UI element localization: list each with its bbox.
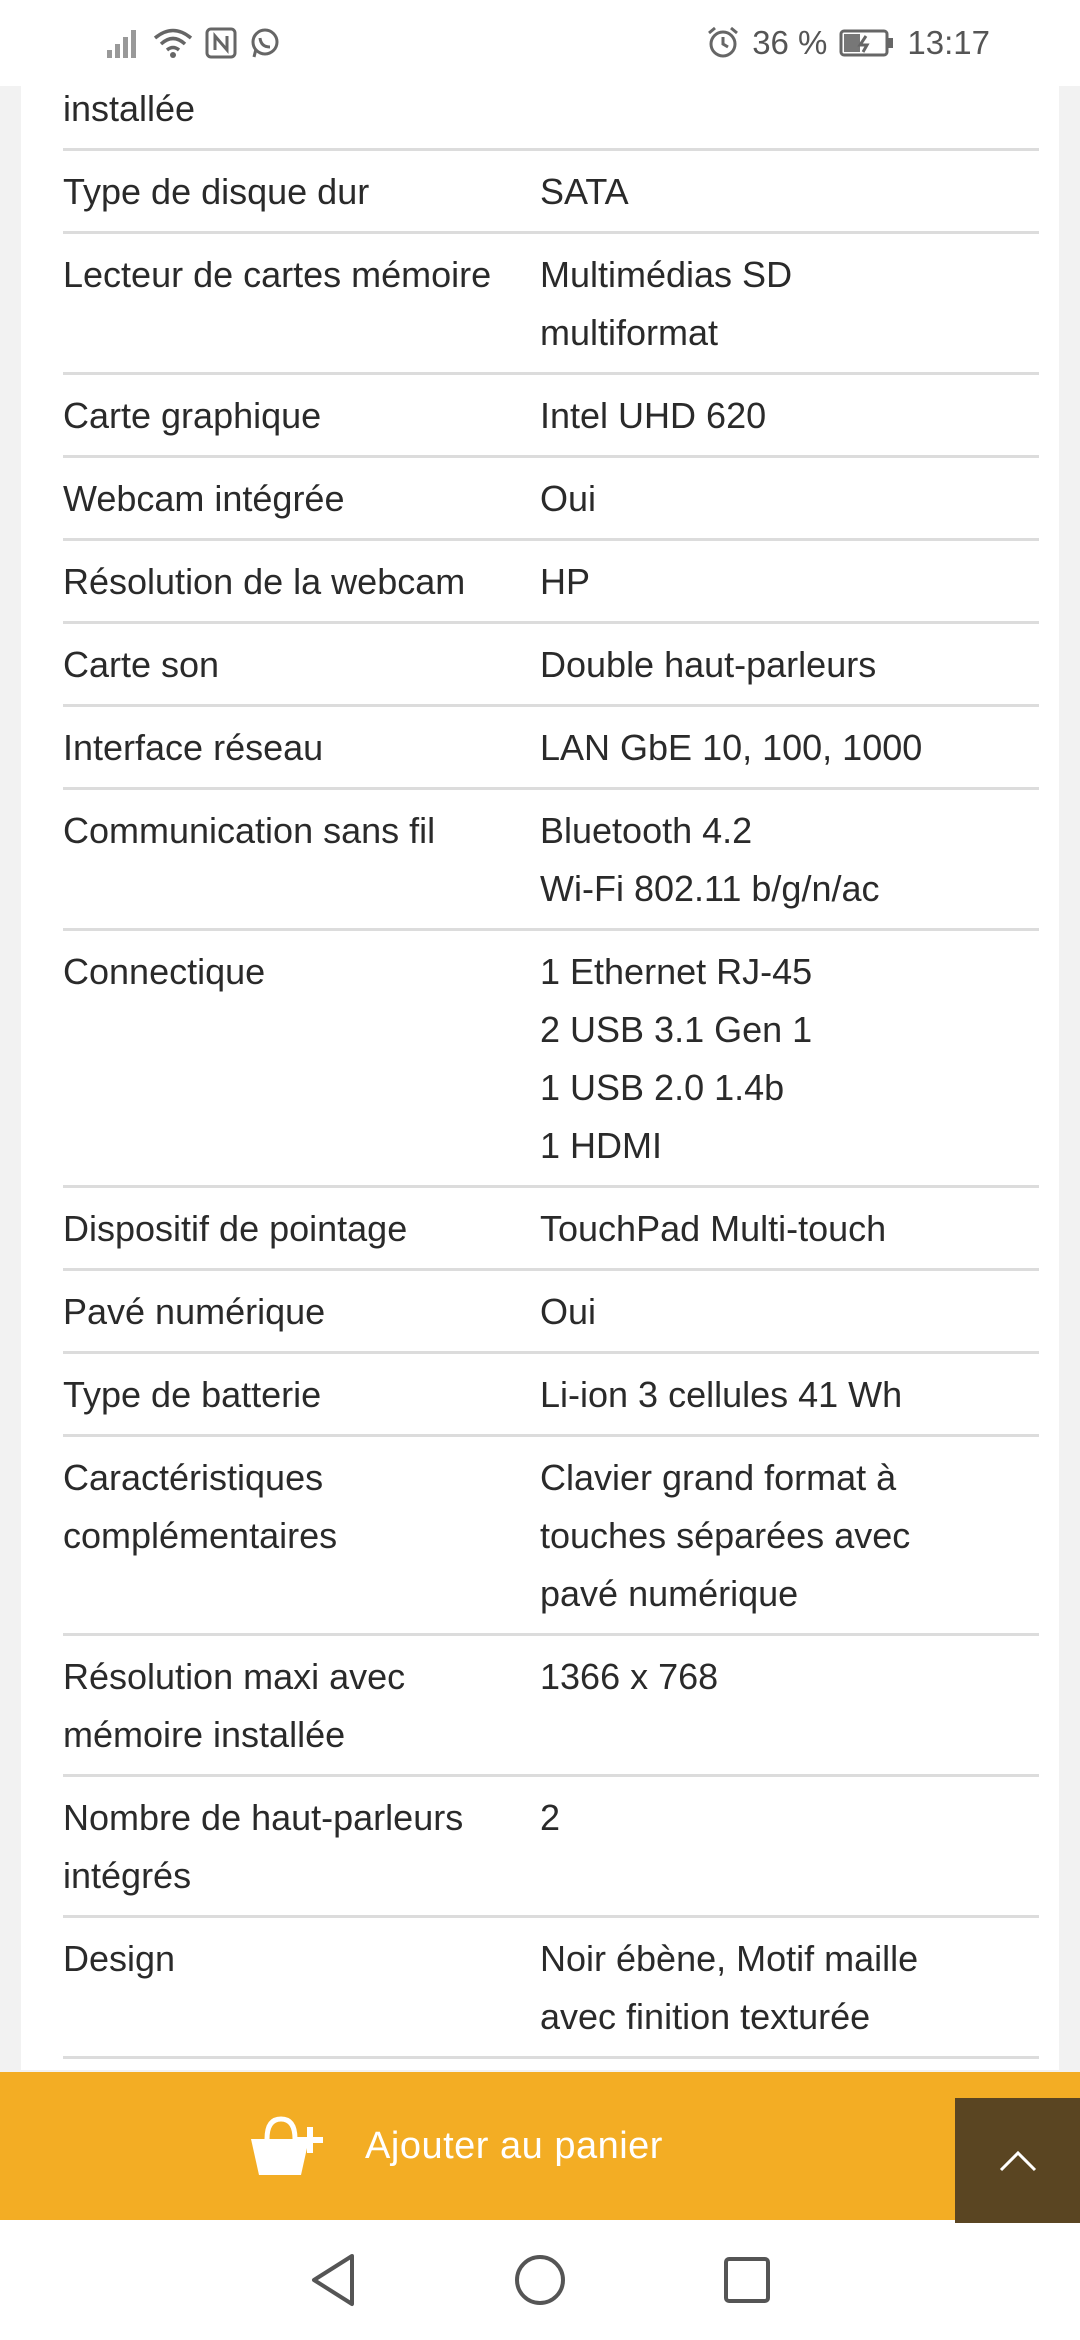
spec-value-text: Clavier grand format à touches séparées avec pavé numérique [540,1457,911,1614]
spec-label-text: Type de batterie [63,1374,322,1415]
spec-label [63,623,540,706]
nfc-icon [205,27,237,59]
spec-value-text: LAN GbE 10, 100, 1000 [540,727,923,768]
spec-row [63,706,1039,789]
clock: 13:17 [907,24,990,61]
specs-table-body [63,52,1039,2058]
spec-label-text: Communication sans fil [63,810,436,851]
spec-value-text: HP [540,561,591,602]
spec-label [63,789,540,930]
spec-row [63,1187,1039,1270]
spec-label-text: installée [63,88,196,129]
spec-label [63,1917,540,2058]
spec-row [63,623,1039,706]
recents-square-icon [722,2255,772,2305]
spec-value-text: Noir ébène, Motif maille avec finition texturée [540,1938,919,2037]
battery-percent: 36 % [752,24,828,61]
spec-row [63,1776,1039,1917]
spec-value [540,1635,1039,1776]
spec-row [63,1436,1039,1635]
recents-button[interactable] [707,2240,787,2320]
chevron-up-icon [998,2149,1038,2173]
spec-row [63,233,1039,374]
battery-charging-icon [839,28,895,58]
system-nav-bar [0,2220,1080,2340]
spec-value [540,457,1039,540]
spec-value-text: 2 [540,1797,561,1838]
spec-row [63,1635,1039,1776]
spec-label [63,457,540,540]
back-button[interactable] [293,2240,373,2320]
spec-row [63,1270,1039,1353]
spec-value-text: Oui [540,1291,597,1332]
spec-row [63,150,1039,233]
spec-label [63,1270,540,1353]
spec-value-text: Intel UHD 620 [540,395,767,436]
spec-label [63,1776,540,1917]
spec-row [63,457,1039,540]
spec-value-text: 1 Ethernet RJ-45 2 USB 3.1 Gen 1 1 USB 2.0 1.4b 1 HDMI [540,951,813,1166]
spec-value [540,1187,1039,1270]
spec-value [540,1436,1039,1635]
spec-label [63,1635,540,1776]
alarm-icon [706,26,740,60]
spec-label [63,150,540,233]
spec-label [63,930,540,1187]
spec-value [540,1353,1039,1436]
spec-value [540,1917,1039,2058]
spec-label [63,233,540,374]
spec-label-text: Résolution de la webcam [63,561,466,602]
spec-row [63,930,1039,1187]
spec-value-text: Li-ion 3 cellules 41 Wh [540,1374,903,1415]
home-circle-icon [512,2252,568,2308]
back-triangle-icon [308,2252,358,2308]
signal-icon [105,28,141,58]
spec-value [540,1270,1039,1353]
spec-value-text: 1366 x 768 [540,1656,719,1697]
spec-label-text: Résolution maxi avec mémoire installée [63,1656,406,1755]
spec-row [63,374,1039,457]
spec-label-text: Interface réseau [63,727,324,768]
spec-value [540,233,1039,374]
spec-value [540,540,1039,623]
spec-row [63,1917,1039,2058]
spec-label-text: Carte son [63,644,220,685]
whatsapp-icon [249,27,281,59]
spec-label-text: Design [63,1938,176,1979]
spec-value [540,706,1039,789]
spec-value-text: Oui [540,478,597,519]
spec-value-text: Multimédias SD multiformat [540,254,793,353]
spec-value-text: Bluetooth 4.2 Wi-Fi 802.11 b/g/n/ac [540,810,880,909]
spec-label [63,1436,540,1635]
add-to-cart-content [247,2111,663,2181]
wifi-icon [153,27,193,59]
spec-label [63,1187,540,1270]
spec-label [63,706,540,789]
spec-row [63,789,1039,930]
spec-value-text: Double haut-parleurs [540,644,877,685]
status-icons-left [105,27,281,59]
spec-label-text: Connectique [63,951,266,992]
spec-label [63,540,540,623]
spec-label [63,1353,540,1436]
spec-label [63,374,540,457]
specs-table [63,52,1039,2059]
spec-value-text: SATA [540,171,629,212]
spec-row [63,1353,1039,1436]
product-specs-panel [21,0,1059,2070]
spec-label-text: Type de disque dur [63,171,370,212]
spec-label-text: Carte graphique [63,395,322,436]
spec-value [540,374,1039,457]
add-to-cart-button[interactable] [0,2072,1080,2220]
spec-value [540,789,1039,930]
add-to-cart-label: Ajouter au panier [365,2124,663,2167]
basket-plus-icon [247,2111,327,2181]
spec-label-text: Webcam intégrée [63,478,345,519]
spec-label-text: Caractéristiques complémentaires [63,1457,338,1556]
scroll-to-top-button[interactable] [955,2098,1080,2223]
status-bar [0,0,1080,86]
spec-label-text: Lecteur de cartes mémoire [63,254,492,295]
spec-row [63,540,1039,623]
spec-value [540,150,1039,233]
spec-label-text: Dispositif de pointage [63,1208,408,1249]
spec-value [540,930,1039,1187]
spec-value-text: TouchPad Multi-touch [540,1208,887,1249]
spec-value [540,623,1039,706]
spec-label-text: Pavé numérique [63,1291,326,1332]
spec-value [540,1776,1039,1917]
home-button[interactable] [500,2240,580,2320]
status-icons-right [706,24,990,62]
spec-label-text: Nombre de haut-parleurs intégrés [63,1797,464,1896]
